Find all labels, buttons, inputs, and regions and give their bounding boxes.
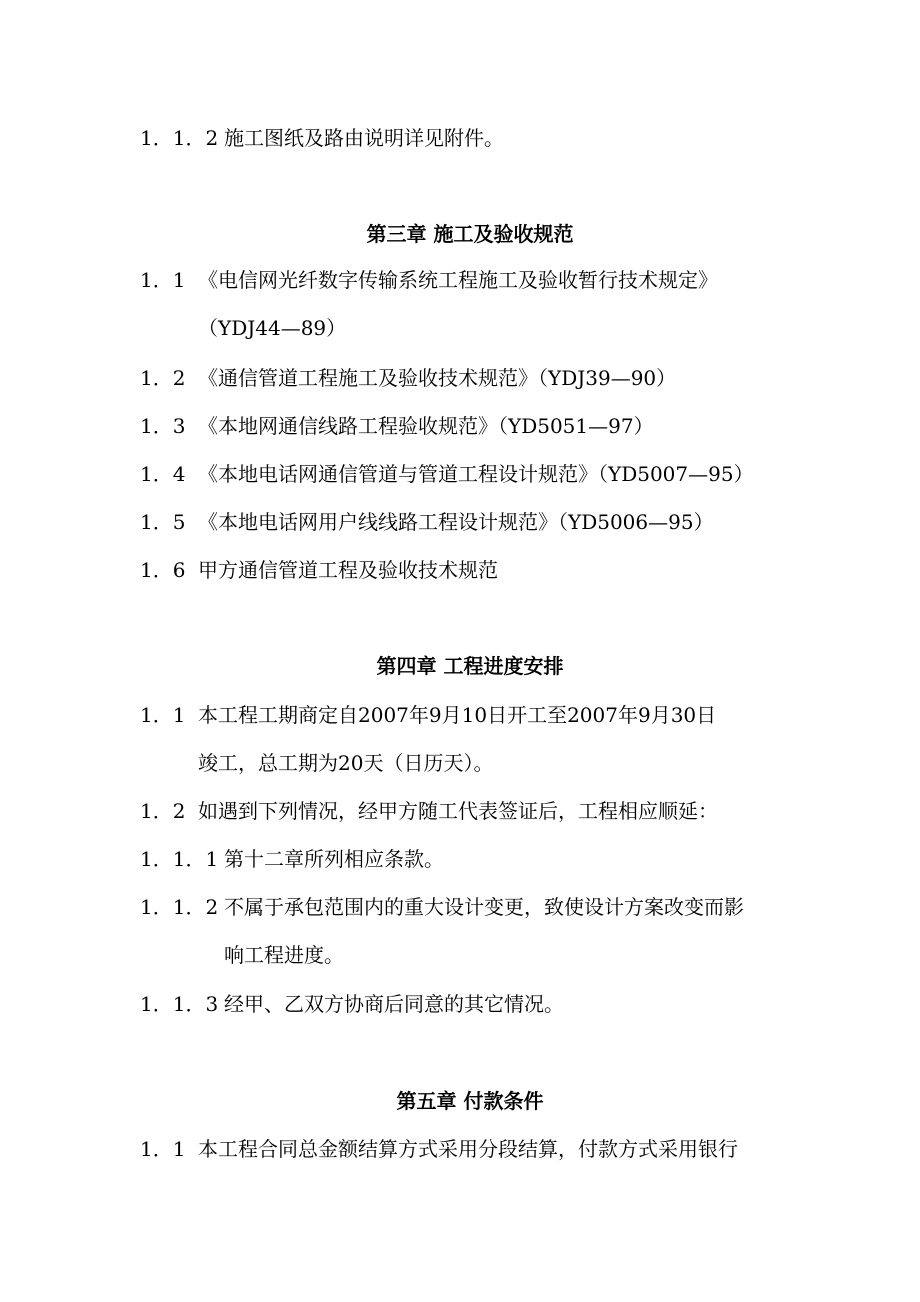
clause-text: 《电信网光纤数字传输系统工程施工及验收暂行技术规定》 bbox=[198, 268, 718, 292]
clause-line bbox=[140, 992, 564, 1016]
clause-text: 第十二章所列相应条款。 bbox=[224, 847, 444, 871]
clause-text: 《本地电话网通信管道与管道工程设计规范》（YD5007—95） bbox=[198, 462, 754, 486]
clause-line bbox=[140, 1137, 738, 1161]
clause-line bbox=[140, 414, 654, 438]
clause-number: 1．3 bbox=[140, 414, 186, 438]
clause-continuation: 响工程进度。 bbox=[224, 943, 344, 967]
clause-text: 本工程合同总金额结算方式采用分段结算，付款方式采用银行 bbox=[198, 1137, 738, 1161]
clause-text: 如遇到下列情况，经甲方随工代表签证后，工程相应顺延： bbox=[198, 799, 718, 823]
clause-text: 《本地网通信线路工程验收规范》（YD5051—97） bbox=[198, 414, 654, 438]
clause-number: 1．1 bbox=[140, 268, 186, 292]
clause-number: 1．1．1 bbox=[140, 847, 219, 871]
clause-text: 本工程工期商定自2007年9月10日开工至2007年9月30日 bbox=[198, 703, 717, 727]
clause-line bbox=[140, 268, 718, 292]
clause-text: 甲方通信管道工程及验收技术规范 bbox=[198, 558, 498, 582]
clause-number: 1．1．2 bbox=[140, 126, 219, 150]
clause-number: 1．2 bbox=[140, 366, 186, 390]
clause-text: 《通信管道工程施工及验收技术规范》（YDJ39—90） bbox=[198, 366, 677, 390]
clause-line bbox=[140, 366, 676, 390]
clause-number: 1．1 bbox=[140, 1137, 186, 1161]
clause-number: 1．1 bbox=[140, 703, 186, 727]
clause-text: 不属于承包范围内的重大设计变更，致使设计方案改变而影 bbox=[224, 895, 744, 919]
clause-number: 1．5 bbox=[140, 510, 186, 534]
clause-continuation: 竣工，总工期为20天（日历天）。 bbox=[198, 751, 494, 775]
clause-text: 施工图纸及路由说明详见附件。 bbox=[224, 126, 504, 150]
chapter-heading: 第四章 工程进度安排 bbox=[376, 654, 564, 678]
clause-line bbox=[140, 895, 744, 919]
clause-line bbox=[140, 799, 718, 823]
clause-line bbox=[140, 703, 716, 727]
clause-number: 1．2 bbox=[140, 799, 186, 823]
clause-line bbox=[140, 126, 504, 150]
chapter-heading: 第五章 付款条件 bbox=[396, 1089, 544, 1113]
clause-number: 1．6 bbox=[140, 558, 186, 582]
clause-text: 经甲、乙双方协商后同意的其它情况。 bbox=[224, 992, 564, 1016]
clause-continuation: （YDJ44—89） bbox=[198, 316, 347, 340]
clause-line bbox=[140, 462, 754, 486]
clause-text: 《本地电话网用户线线路工程设计规范》（YD5006—95） bbox=[198, 510, 714, 534]
chapter-heading: 第三章 施工及验收规范 bbox=[366, 222, 574, 246]
clause-number: 1．4 bbox=[140, 462, 186, 486]
clause-number: 1．1．3 bbox=[140, 992, 219, 1016]
clause-line bbox=[140, 558, 498, 582]
clause-line bbox=[140, 510, 714, 534]
clause-number: 1．1．2 bbox=[140, 895, 219, 919]
clause-line bbox=[140, 847, 444, 871]
